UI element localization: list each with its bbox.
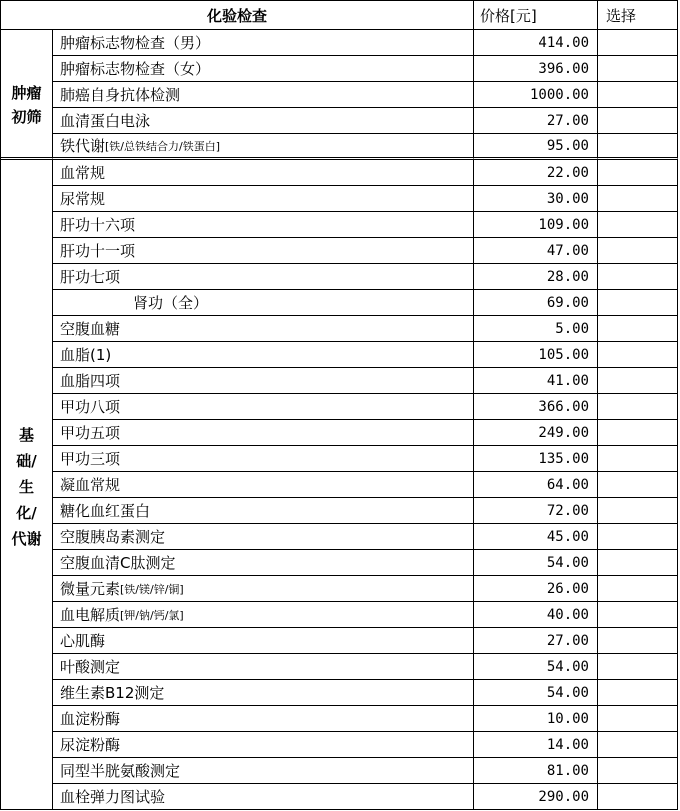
select-cell[interactable] xyxy=(598,134,678,160)
test-name-cell xyxy=(53,160,474,186)
test-name-cell xyxy=(53,186,474,212)
test-name: 血电解质 xyxy=(60,606,121,624)
test-name-cell xyxy=(53,212,474,238)
test-name: 肿瘤标志物检查（女） xyxy=(60,60,211,78)
select-cell[interactable] xyxy=(598,758,678,784)
test-name: 尿常规 xyxy=(60,190,106,208)
test-name: 心肌酶 xyxy=(60,632,106,650)
test-name: 铁代谢 xyxy=(60,137,106,155)
price-cell: 41.00 xyxy=(474,368,598,394)
select-cell[interactable] xyxy=(598,316,678,342)
test-name: 同型半胱氨酸测定 xyxy=(60,762,181,780)
price-cell: 95.00 xyxy=(474,134,598,160)
test-name: 空腹血清C肽测定 xyxy=(60,554,176,572)
price-cell: 40.00 xyxy=(474,602,598,628)
test-name-cell xyxy=(53,446,474,472)
select-cell[interactable] xyxy=(598,576,678,602)
test-name: 肺癌自身抗体检测 xyxy=(60,86,181,104)
select-cell[interactable] xyxy=(598,290,678,316)
price-cell: 81.00 xyxy=(474,758,598,784)
price-cell: 26.00 xyxy=(474,576,598,602)
price-cell: 54.00 xyxy=(474,550,598,576)
price-cell: 105.00 xyxy=(474,342,598,368)
price-cell: 396.00 xyxy=(474,56,598,82)
price-cell: 69.00 xyxy=(474,290,598,316)
test-name-cell xyxy=(53,498,474,524)
test-name: 甲功三项 xyxy=(60,450,121,468)
test-name-cell xyxy=(53,368,474,394)
test-name-cell xyxy=(53,342,474,368)
price-cell: 14.00 xyxy=(474,732,598,758)
test-name: 肿瘤标志物检查（男） xyxy=(60,34,211,52)
select-cell[interactable] xyxy=(598,628,678,654)
select-cell[interactable] xyxy=(598,394,678,420)
select-cell[interactable] xyxy=(598,446,678,472)
price-cell: 45.00 xyxy=(474,524,598,550)
select-cell[interactable] xyxy=(598,550,678,576)
test-name-cell xyxy=(53,628,474,654)
price-cell: 22.00 xyxy=(474,160,598,186)
test-name: 叶酸测定 xyxy=(60,658,121,676)
category-label: 肿瘤 xyxy=(11,83,42,102)
test-name: 糖化血红蛋白 xyxy=(60,502,151,520)
test-name: 空腹血糖 xyxy=(60,320,121,338)
price-cell: 27.00 xyxy=(474,628,598,654)
price-cell: 1000.00 xyxy=(474,82,598,108)
select-cell[interactable] xyxy=(598,238,678,264)
test-name-cell xyxy=(53,30,474,56)
price-cell: 10.00 xyxy=(474,706,598,732)
test-name-cell xyxy=(53,420,474,446)
test-name-cell xyxy=(53,238,474,264)
price-cell: 54.00 xyxy=(474,680,598,706)
category-label: 初筛 xyxy=(11,107,42,126)
price-cell: 249.00 xyxy=(474,420,598,446)
select-cell[interactable] xyxy=(598,186,678,212)
select-cell[interactable] xyxy=(598,524,678,550)
test-name-cell xyxy=(53,82,474,108)
test-name: 血脂四项 xyxy=(60,372,121,390)
test-name-cell xyxy=(53,108,474,134)
test-name-cell xyxy=(53,316,474,342)
test-name-cell xyxy=(53,550,474,576)
test-name-cell xyxy=(53,654,474,680)
header-title: 化验检查 xyxy=(1,1,474,30)
test-name-cell xyxy=(53,758,474,784)
category-label: 础/ xyxy=(16,451,37,470)
select-cell[interactable] xyxy=(598,368,678,394)
test-name: 肝功十六项 xyxy=(60,216,136,234)
test-name: 维生素B12测定 xyxy=(60,684,165,702)
select-cell[interactable] xyxy=(598,680,678,706)
test-name: 肾功（全） xyxy=(133,294,209,312)
price-cell: 47.00 xyxy=(474,238,598,264)
test-name: 血清蛋白电泳 xyxy=(60,112,151,130)
price-cell: 290.00 xyxy=(474,784,598,810)
select-cell[interactable] xyxy=(598,706,678,732)
test-name-cell xyxy=(53,524,474,550)
select-cell[interactable] xyxy=(598,784,678,810)
header-price: 价格[元] xyxy=(474,1,598,30)
price-cell: 30.00 xyxy=(474,186,598,212)
select-cell[interactable] xyxy=(598,212,678,238)
price-cell: 5.00 xyxy=(474,316,598,342)
select-cell[interactable] xyxy=(598,82,678,108)
test-note: [铁/总铁结合力/铁蛋白] xyxy=(105,139,221,153)
select-cell[interactable] xyxy=(598,30,678,56)
test-name-cell xyxy=(53,576,474,602)
category-label: 代谢 xyxy=(11,529,42,548)
price-cell: 366.00 xyxy=(474,394,598,420)
test-note: [钾/钠/钙/氯] xyxy=(120,608,184,622)
price-cell: 54.00 xyxy=(474,654,598,680)
test-name-cell xyxy=(53,784,474,810)
test-name: 甲功八项 xyxy=(60,398,121,416)
select-cell[interactable] xyxy=(598,732,678,758)
test-name: 空腹胰岛素测定 xyxy=(60,528,166,546)
price-cell: 64.00 xyxy=(474,472,598,498)
test-name: 肝功十一项 xyxy=(60,242,136,260)
select-cell[interactable] xyxy=(598,498,678,524)
price-cell: 72.00 xyxy=(474,498,598,524)
test-name: 肝功七项 xyxy=(60,268,121,286)
category-cell xyxy=(1,160,53,810)
category-cell xyxy=(1,30,53,160)
select-cell[interactable] xyxy=(598,108,678,134)
price-cell: 27.00 xyxy=(474,108,598,134)
test-name: 甲功五项 xyxy=(60,424,121,442)
select-cell[interactable] xyxy=(598,264,678,290)
test-note: [铁/镁/锌/铜] xyxy=(120,582,184,596)
category-label: 基 xyxy=(18,425,34,444)
select-cell[interactable] xyxy=(598,602,678,628)
price-cell: 135.00 xyxy=(474,446,598,472)
test-name-cell xyxy=(53,264,474,290)
test-name: 血脂(1) xyxy=(60,346,112,364)
price-cell: 109.00 xyxy=(474,212,598,238)
test-name: 尿淀粉酶 xyxy=(60,736,121,754)
test-name-cell xyxy=(53,472,474,498)
price-cell: 28.00 xyxy=(474,264,598,290)
test-name-cell xyxy=(53,290,474,316)
test-name: 凝血常规 xyxy=(60,476,121,494)
select-cell[interactable] xyxy=(598,472,678,498)
test-name: 血常规 xyxy=(60,164,106,182)
test-name: 血淀粉酶 xyxy=(60,710,121,728)
select-cell[interactable] xyxy=(598,342,678,368)
test-name: 血栓弹力图试验 xyxy=(60,788,166,806)
test-name-cell xyxy=(53,706,474,732)
test-name-cell xyxy=(53,134,474,160)
test-name-cell xyxy=(53,602,474,628)
test-name-cell xyxy=(53,732,474,758)
select-cell[interactable] xyxy=(598,56,678,82)
header-select: 选择 xyxy=(598,1,678,30)
test-name: 微量元素 xyxy=(60,580,121,598)
category-label: 化/ xyxy=(16,503,37,522)
test-name-cell xyxy=(53,680,474,706)
test-name-cell xyxy=(53,56,474,82)
select-cell[interactable] xyxy=(598,160,678,186)
select-cell[interactable] xyxy=(598,654,678,680)
price-cell: 414.00 xyxy=(474,30,598,56)
test-name-cell xyxy=(53,394,474,420)
select-cell[interactable] xyxy=(598,420,678,446)
category-label: 生 xyxy=(18,477,34,496)
